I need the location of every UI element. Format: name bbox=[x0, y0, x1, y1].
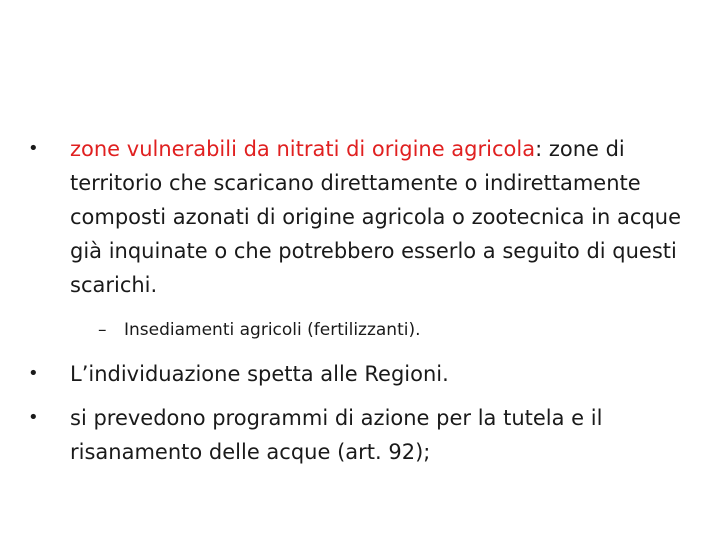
sub-bullet-text: Insediamenti agricoli (fertilizzanti). bbox=[124, 320, 421, 340]
bullet-marker: • bbox=[28, 363, 39, 384]
bullet-body: : zone di territorio che scaricano direttamente o indirettamente composti azonati di origine agricola o zootecnica in acque già inquinate o che potrebbero esserlo a seguito di questi scarichi. bbox=[70, 137, 682, 297]
bullet-text: L’individuazione spetta alle Regioni. bbox=[70, 362, 449, 386]
highlighted-term: zone vulnerabili da nitrati di origine agricola bbox=[70, 137, 536, 161]
bullet-text: si prevedono programmi di azione per la tutela e il risanamento delle acque (art. 92); bbox=[70, 406, 603, 464]
bullet-text bbox=[70, 132, 688, 302]
bullet-marker: • bbox=[28, 138, 39, 159]
bullet-marker: • bbox=[28, 407, 39, 428]
sub-bullet-marker: – bbox=[98, 320, 107, 340]
